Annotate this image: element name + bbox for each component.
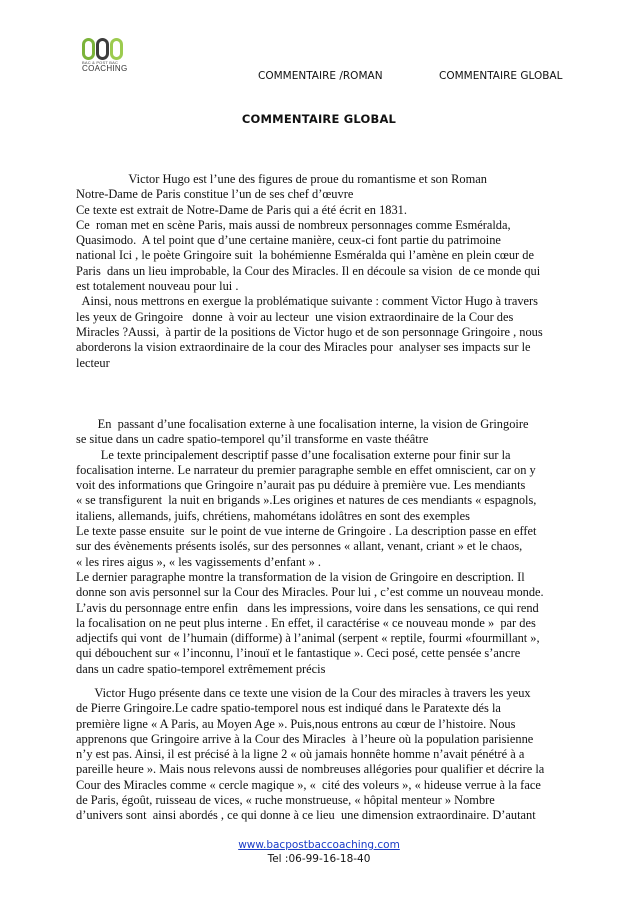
text-line: dans un cadre spatio-temporel extrêmement précis xyxy=(76,661,326,676)
text-line: Ce texte est extrait de Notre-Dame de Paris qui a été écrit en 1831. xyxy=(76,202,407,217)
text-line: lecteur xyxy=(76,355,110,370)
text-line: de Pierre Gringoire.Le cadre spatio-temporel nous est indiqué dans le Paratexte dés la xyxy=(76,701,501,716)
logo-big-text: COACHING xyxy=(82,64,128,74)
introduction-paragraph xyxy=(76,172,566,371)
text-line: L’avis du personnage entre enfin dans les impressions, voire dans les sensations, ce qui rend xyxy=(76,600,539,615)
text-line: voit des informations que Gringoire n’aurait pas pu déduire à première vue. Les mendiants xyxy=(76,478,526,493)
text-line: première ligne « A Paris, au Moyen Age ». Puis,nous entrons au cœur de l’histoire. Nous xyxy=(76,716,516,731)
footer xyxy=(0,838,638,866)
header-right-label: COMMENTAIRE GLOBAL xyxy=(439,70,563,82)
bac-coaching-logo xyxy=(82,38,130,80)
text-line: En passant d’une focalisation externe à une focalisation interne, la vision de Gringoire xyxy=(76,417,529,431)
text-line: Quasimodo. A tel point que d’une certaine manière, ceux-ci font partie du patrimoine xyxy=(76,233,501,248)
text-line: la focalisation on ne peut plus interne . En effet, il caractérise « ce nouveau monde » par des xyxy=(76,615,536,630)
text-line: Notre-Dame de Paris constitue l’un de ses chef d’œuvre xyxy=(76,187,354,202)
text-line: de Paris, égoût, ruisseau de vices, « ruche monstrueuse, « hôpital menteur » Nombre xyxy=(76,793,495,808)
text-line: focalisation interne. Le narrateur du premier paragraphe semble en effet omniscient, car on y xyxy=(76,462,536,477)
text-line: d’univers sont ainsi abordés , ce qui donne à ce lieu une dimension extraordinaire. D’autant xyxy=(76,808,536,823)
first-part-paragraph xyxy=(76,417,566,677)
text-line: Victor Hugo présente dans ce texte une vision de la Cour des miracles à travers les yeux xyxy=(76,686,531,700)
text-line: « les rires aigus », « les vagissements d’enfant » . xyxy=(76,554,322,569)
text-line: Le texte passe ensuite sur le point de vue interne de Gringoire . La description passe en effet xyxy=(76,524,537,539)
header-left-label: COMMENTAIRE /ROMAN xyxy=(258,70,383,82)
text-line: aborderons la vision extraordinaire de la cour des Miracles pour analyser ses impacts sur le xyxy=(76,340,531,355)
text-line: Le dernier paragraphe montre la transformation de la vision de Gringoire en description. Il xyxy=(76,569,525,584)
text-line: Ce roman met en scène Paris, mais aussi de nombreux personnages comme Esméralda, xyxy=(76,217,511,232)
text-line: Victor Hugo est l’une des figures de proue du romantisme et son Roman xyxy=(76,172,487,186)
text-line: Cour des Miracles comme « cercle magique », « cité des voleurs », « hideuse verrue à la face xyxy=(76,777,541,792)
phone-number: Tel :06-99-16-18-40 xyxy=(267,853,371,865)
logo-small-text: BAC & POST BAC xyxy=(82,60,119,65)
text-line: se situe dans un cadre spatio-temporel qu’il transforme en vaste théâtre xyxy=(76,432,429,447)
text-line: Paris dans un lieu improbable, la Cour des Miracles. Il en découle sa vision de ce monde qui xyxy=(76,263,541,278)
text-line: sur des évènements présents isolés, sur des personnes « allant, venant, criant » et le chaos, xyxy=(76,539,523,554)
second-part-paragraph xyxy=(76,686,566,824)
text-line: les yeux de Gringoire donne à voir au lecteur une vision extraordinaire de la Cour des xyxy=(76,309,514,324)
text-line: apprenons que Gringoire arrive à la Cour des Miracles à l’heure où la population parisienne xyxy=(76,731,534,746)
text-line: Le texte principalement descriptif passe d’une focalisation externe pour finir sur la xyxy=(76,447,511,462)
text-line: donne son avis personnel sur la Cour des Miracles. Pour lui , c’est comme un nouveau monde. xyxy=(76,585,544,600)
text-line: adjectifs qui vont de l’humain (difforme) à l’animal (serpent « reptile, fourmi «fourmillant », xyxy=(76,631,540,646)
text-line: n’y est pas. Ainsi, il est précisé à la ligne 2 « où jamais honnête homme n’avait pénétré à a xyxy=(76,747,525,762)
website-link[interactable]: www.bacpostbaccoaching.com xyxy=(238,839,400,851)
logo-mark-icon xyxy=(82,38,130,60)
text-line: national Ici , le poète Gringoire suit la bohémienne Esméralda qui l’amène en plein cœur de xyxy=(76,248,534,263)
text-line: « se transfigurent la nuit en brigands ».Les origines et natures de ces mendiants « espagnols, xyxy=(76,493,537,508)
text-line: italiens, allemands, juifs, chrétiens, mahométans idolâtres en sont des exemples xyxy=(76,508,470,523)
text-line: qui débouchent sur « l’inconnu, l’inouï et le fantastique ». Ceci posé, cette pensée s’ancre xyxy=(76,646,521,661)
page-title: COMMENTAIRE GLOBAL xyxy=(241,112,397,126)
text-line: Ainsi, nous mettrons en exergue la problématique suivante : comment Victor Hugo à travers xyxy=(76,294,538,309)
text-line: est totalement nouveau pour lui . xyxy=(76,279,239,294)
text-line: Miracles ?Aussi, à partir de la positions de Victor hugo et de son personnage Gringoire , nous xyxy=(76,324,543,339)
text-line: pareille heure ». Mais nous relevons aussi de nombreuses allégories pour qualifier et décrire la xyxy=(76,762,545,777)
